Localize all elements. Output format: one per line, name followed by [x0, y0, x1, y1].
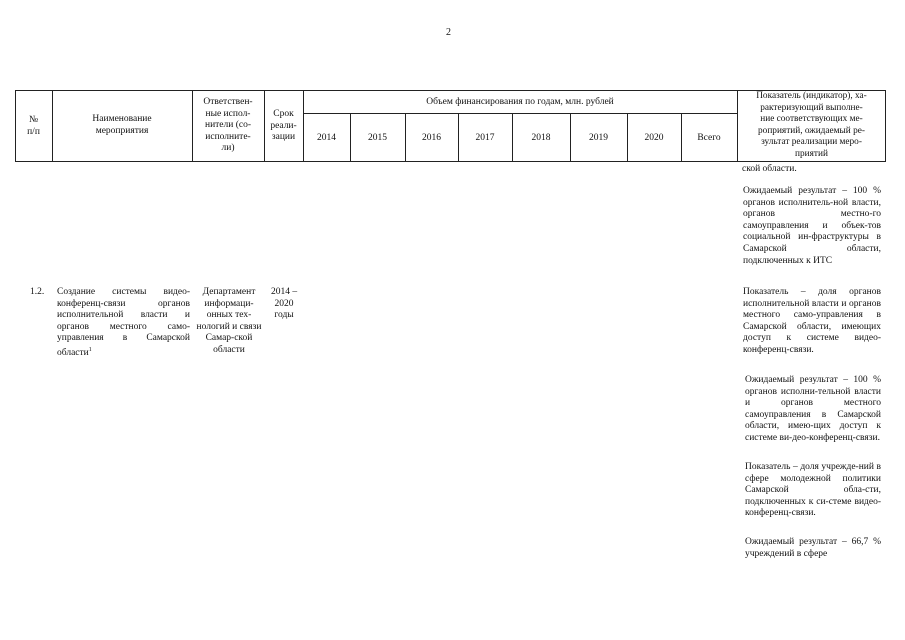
header-col-finance: Объем финансирования по годам, млн. рублей [426, 97, 614, 107]
header-col-number: № п/п [27, 115, 40, 137]
header-col-term: Срок реали- зации [270, 109, 297, 142]
continued-text: ской области. [742, 164, 797, 174]
expected-result-youth: Ожидаемый результат – 66,7 % учреждений в сфере [745, 537, 881, 559]
footnote-mark: 1 [88, 346, 92, 353]
row-name [57, 287, 190, 360]
expected-result-its: Ожидаемый результат – 100 % органов исполнитель-ной власти, органов местно-го самоуправления и объек-тов социальной ин-фраструктуры в Самарской области, подключенных к ИТС [743, 186, 881, 266]
header-col-responsible: Ответствен- ные испол- нители (со- исполните- ли) [203, 97, 253, 153]
header-year-2020: 2020 [644, 133, 664, 143]
header-year-2016: 2016 [422, 133, 441, 143]
header-year-2017: 2017 [475, 133, 495, 143]
header-col-total: Всего [697, 133, 721, 143]
header-col-name: Наименование мероприятия [92, 114, 152, 136]
row-number: 1.2. [30, 287, 45, 297]
expected-result-authorities: Ожидаемый результат – 100 % органов исполни-тельной власти и органов местного самоуправления в Самарской области, имею-щих доступ к системе ви-део-конференц-связи. [745, 375, 881, 443]
header-col-indicator: Показатель (индикатор), ха- рактеризующий выполне- ние соответствующих ме- роприятий, ожидаемый ре- зультат реализации меро- приятий [756, 91, 867, 159]
row-term: 2014 – 2020 годы [270, 287, 298, 321]
page-number: 2 [446, 27, 451, 38]
header-year-2015: 2015 [368, 133, 387, 143]
indicator-share-youth: Показатель – доля учрежде-ний в сфере молодежной политики Самарской обла-сти, подключенных к си-стеме видео-конференц-связи. [745, 462, 881, 519]
header-year-2019: 2019 [589, 133, 608, 143]
row-responsible: Департамент информаци-онных тех-нологий и связи Самар-ской области [196, 287, 262, 355]
indicator-share-authorities: Показатель – доля органов исполнительной власти и органов местного само-управления в Самарской области, имеющих доступ к системе видео-конференц-связи. [743, 287, 881, 355]
row-name-text: Создание системы видео-конференц-связи органов исполнительной власти и органов местного само-управления в Самарской области [57, 287, 190, 359]
header-year-2018: 2018 [531, 133, 551, 143]
header-year-2014: 2014 [317, 133, 336, 143]
